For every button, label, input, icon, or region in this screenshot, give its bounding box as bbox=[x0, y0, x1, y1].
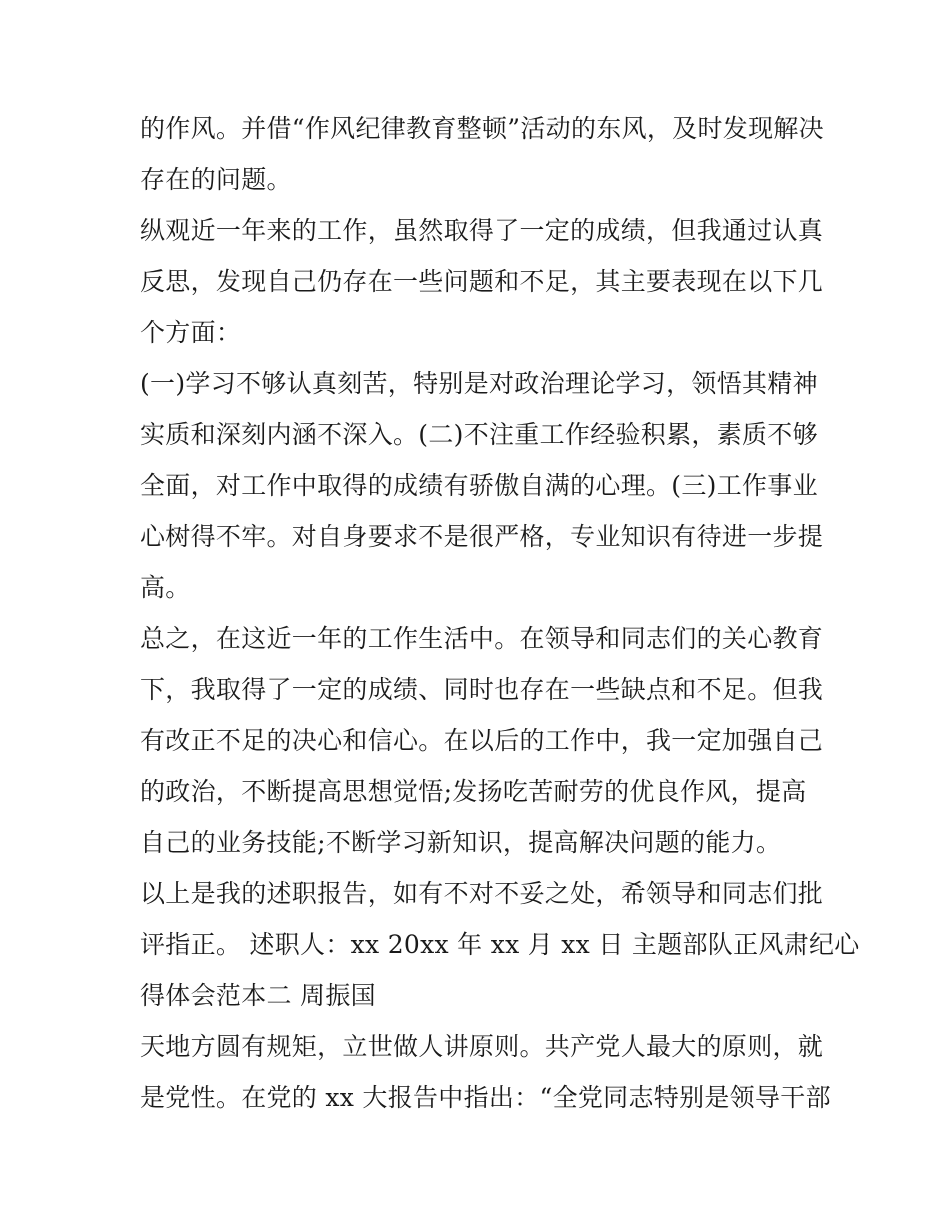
text-line: 下，我取得了一定的成绩、同时也存在一些缺点和不足。但我 bbox=[140, 675, 824, 704]
text-line: 得体会范本二 周振国 bbox=[140, 981, 376, 1010]
text-line: 自己的业务技能;不断学习新知识，提高解决问题的能力。 bbox=[140, 828, 782, 857]
text-line: 以上是我的述职报告，如有不对不妥之处，希领导和同志们批 bbox=[140, 879, 824, 908]
text-line: 心树得不牢。对自身要求不是很严格，专业知识有待进一步提 bbox=[140, 522, 824, 551]
text-line: 反思，发现自己仍存在一些问题和不足，其主要表现在以下几 bbox=[140, 267, 824, 296]
text-line: 高。 bbox=[140, 573, 191, 602]
paragraph-work-style bbox=[140, 103, 824, 205]
text-line: 纵观近一年来的工作，虽然取得了一定的成绩，但我通过认真 bbox=[140, 216, 824, 245]
paragraph-self-review bbox=[140, 205, 824, 358]
text-line: (一)学习不够认真刻苦，特别是对政治理论学习，领悟其精神 bbox=[140, 369, 818, 398]
text-line: 的作风。并借“作风纪律教育整顿”活动的东风，及时发现解决 bbox=[140, 114, 824, 143]
text-line: 的政治，不断提高思想觉悟;发扬吃苦耐劳的优良作风，提高 bbox=[140, 777, 807, 806]
text-line: 评指正。 述职人：xx 20xx 年 xx 月 xx 日 主题部队正风肃纪心 bbox=[140, 930, 860, 959]
text-line: 是党性。在党的 xx 大报告中指出：“全党同志特别是领导干部 bbox=[140, 1083, 831, 1112]
paragraph-summary bbox=[140, 613, 824, 868]
text-line: 有改正不足的决心和信心。在以后的工作中，我一定加强自己 bbox=[140, 726, 824, 755]
text-line: 实质和深刻内涵不深入。(二)不注重工作经验积累，素质不够 bbox=[140, 420, 818, 449]
paragraph-closing-signature bbox=[140, 868, 860, 1021]
text-line: 存在的问题。 bbox=[140, 165, 292, 194]
text-line: 天地方圆有规矩，立世做人讲原则。共产党人最大的原则，就 bbox=[140, 1032, 824, 1061]
text-line: 全面，对工作中取得的成绩有骄傲自满的心理。(三)工作事业 bbox=[140, 471, 818, 500]
text-line: 个方面： bbox=[140, 318, 242, 347]
text-line: 总之，在这近一年的工作生活中。在领导和同志们的关心教育 bbox=[140, 624, 824, 653]
document-body bbox=[140, 103, 860, 1123]
paragraph-shortcomings bbox=[140, 358, 824, 613]
paragraph-party-principle bbox=[140, 1021, 831, 1123]
